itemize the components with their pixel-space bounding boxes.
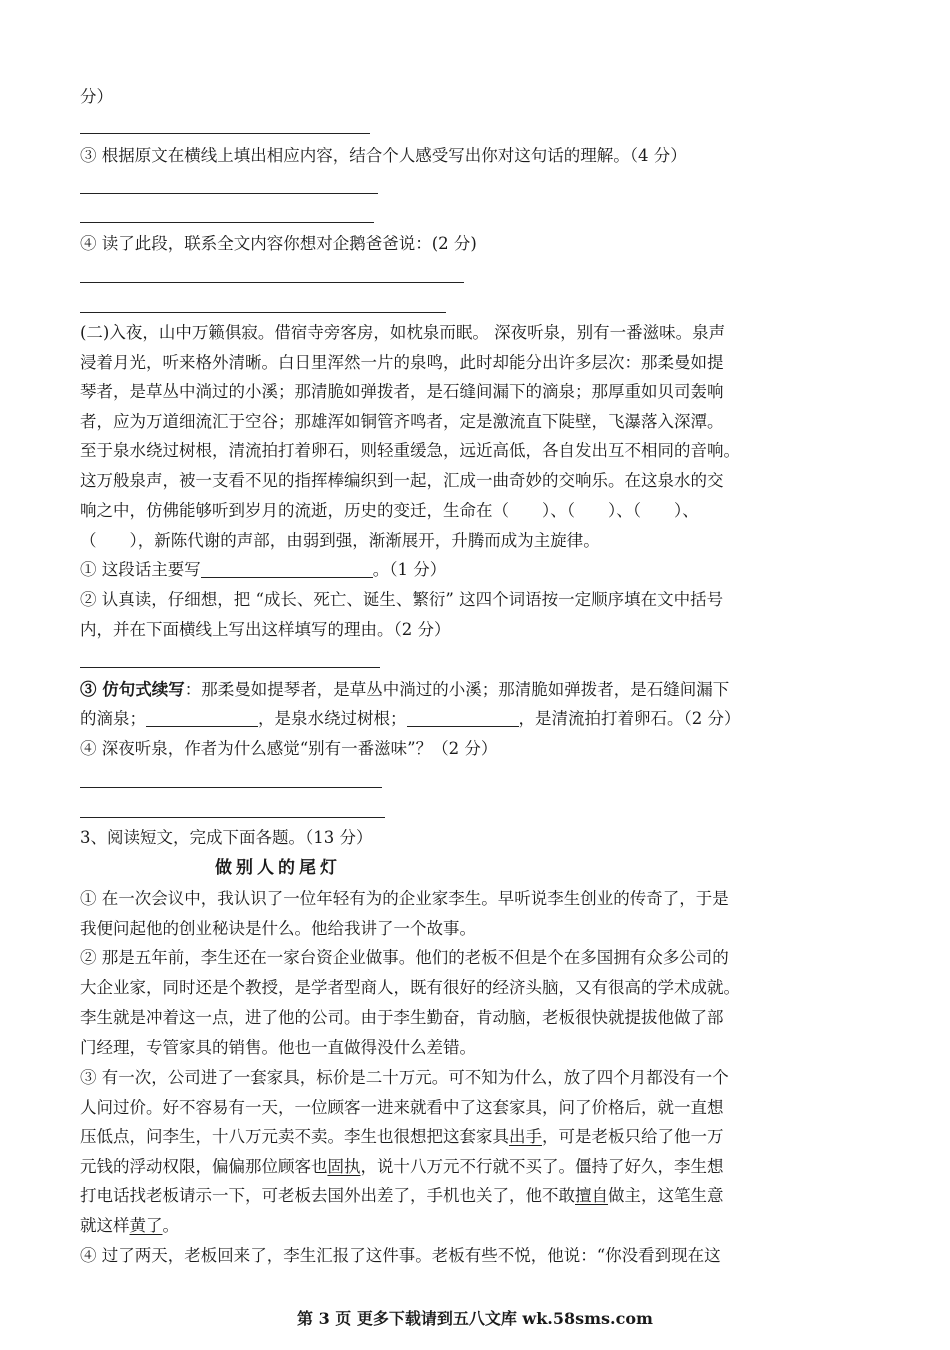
answer-line[interactable] [80, 222, 374, 223]
article-title: 做别人的尾灯 [215, 858, 341, 878]
passage-line: (二)入夜，山中万籁俱寂。借宿寺旁客房，如枕泉而眠。 深夜听泉，别有一番滋味。泉声 [80, 323, 726, 342]
answer-line[interactable] [80, 133, 370, 134]
question-2-tail: 分） [80, 87, 113, 106]
passage-2-question-3 [80, 704, 741, 734]
answer-line[interactable] [80, 667, 380, 668]
paragraph-line: ① 在一次会议中，我认识了一位年轻有为的企业家李生。早听说李生创业的传奇了，于是 [80, 889, 729, 908]
answer-line[interactable] [80, 312, 446, 313]
passage-line: 这万般泉声，被一支看不见的指挥棒编织到一起，汇成一曲奇妙的交响乐。在这泉水的交 [80, 471, 724, 490]
text-segment: 压低点，问李生，十八万元卖不卖。李生也很想把这套家具 [80, 1127, 509, 1146]
paragraph-line [80, 1181, 724, 1211]
paragraph-line: 李生就是冲着这一点，进了他的公司。由于李生勤奋，肯动脑，老板很快就提拔他做了部 [80, 1008, 724, 1027]
passage-2-question-3 [80, 675, 729, 705]
text-segment: 。 [162, 1216, 179, 1235]
paragraph-line: 人问过价。好不容易有一天，一位顾客一进来就看中了这套家具，问了价格后，就一直想 [80, 1098, 724, 1117]
passage-2-question-4: ④ 深夜听泉，作者为什么感觉“别有一番滋味”？（2 分） [80, 739, 498, 758]
underlined-word: 擅自 [575, 1186, 608, 1205]
question-text: ，是泉水绕过树根； [258, 709, 407, 728]
paragraph-line: 门经理，专管家具的销售。他也一直做得没什么差错。 [80, 1038, 476, 1057]
question-2-4: ④ 读了此段，联系全文内容你想对企鹅爸爸说：(2 分) [80, 234, 477, 253]
underlined-word: 固执 [327, 1157, 361, 1176]
question-text: 。（1 分） [372, 560, 447, 579]
paragraph-line [80, 1122, 724, 1152]
question-2-3: ③ 根据原文在横线上填出相应内容，结合个人感受写出你对这句话的理解。（4 分） [80, 146, 687, 165]
passage-line: 至于泉水绕过树根，清流拍打着卵石，则轻重缓急，远近高低，各自发出互不相同的音响。 [80, 441, 740, 460]
passage-line: 浸着月光，听来格外清晰。白日里浑然一片的泉鸣，此时却能分出许多层次：那柔曼如提 [80, 353, 724, 372]
paragraph-line [80, 1152, 724, 1182]
paragraph-line: ③ 有一次，公司进了一套家具，标价是二十万元。可不知为什么，放了四个月都没有一个 [80, 1068, 729, 1087]
text-segment: ，可是老板只给了他一万 [542, 1127, 724, 1146]
paragraph-line: 我便问起他的创业秘诀是什么。他给我讲了一个故事。 [80, 919, 476, 938]
passage-line: （ ），新陈代谢的声部，由弱到强，渐渐展开，升腾而成为主旋律。 [80, 531, 600, 550]
paragraph-line: ② 那是五年前，李生还在一家台资企业做事。他们的老板不但是个在多国拥有众多公司的 [80, 948, 729, 967]
passage-2-question-2: 内，并在下面横线上写出这样填写的理由。（2 分） [80, 620, 451, 639]
question-text: ① 这段话主要写 [80, 560, 201, 579]
passage-line: 琴者，是草丛中淌过的小溪；那清脆如弹拨者，是石缝间漏下的滴泉；那厚重如贝司轰响 [80, 382, 724, 401]
answer-line[interactable] [80, 282, 464, 283]
text-segment: 元钱的浮动权限，偏偏那位顾客也 [80, 1157, 328, 1176]
question-text: ：那柔曼如提琴者，是草丛中淌过的小溪；那清脆如弹拨者，是石缝间漏下 [184, 680, 730, 699]
passage-line: 响之中，仿佛能够听到岁月的流逝，历史的变迁，生命在（ ）、（ ）、（ ）、 [80, 501, 699, 520]
page-footer: 第 3 页 更多下载请到五八文库 wk.58sms.com [297, 1309, 653, 1328]
question-label: ③ 仿句式续写 [80, 680, 185, 699]
underlined-word: 出手 [509, 1127, 542, 1146]
question-text: 的滴泉； [80, 709, 146, 728]
paragraph-line: ④ 过了两天，老板回来了，李生汇报了这件事。老板有些不悦，他说：“你没看到现在这 [80, 1246, 721, 1265]
question-3-intro: 3、阅读短文，完成下面各题。（13 分） [80, 828, 373, 847]
answer-line[interactable] [80, 787, 382, 788]
text-segment: 就这样 [80, 1216, 130, 1235]
paragraph-line [80, 1211, 179, 1241]
passage-line: 者，应为万道细流汇于空谷；那雄浑如铜管齐鸣者，定是激流直下陡壁，飞瀑落入深潭。 [80, 412, 724, 431]
fill-blank[interactable] [146, 708, 258, 727]
text-segment: 做主，这笔生意 [608, 1186, 724, 1205]
text-segment: ，说十八万元不行就不买了。僵持了好久，李生想 [360, 1157, 724, 1176]
fill-blank[interactable] [201, 559, 373, 578]
underlined-word: 黄了 [129, 1216, 163, 1235]
passage-2-question-1 [80, 555, 446, 585]
text-segment: 打电话找老板请示一下，可老板去国外出差了，手机也关了，他不敢 [80, 1186, 575, 1205]
answer-line[interactable] [80, 817, 385, 818]
passage-2-question-2: ② 认真读，仔细想，把 “成长、死亡、诞生、繁衍” 这四个词语按一定顺序填在文中括号 [80, 590, 724, 609]
answer-line[interactable] [80, 193, 378, 194]
fill-blank[interactable] [407, 708, 519, 727]
paragraph-line: 大企业家，同时还是个教授，是学者型商人，既有很好的经济头脑，又有很高的学术成就。 [80, 978, 740, 997]
question-text: ，是清流拍打着卵石。（2 分） [518, 709, 741, 728]
